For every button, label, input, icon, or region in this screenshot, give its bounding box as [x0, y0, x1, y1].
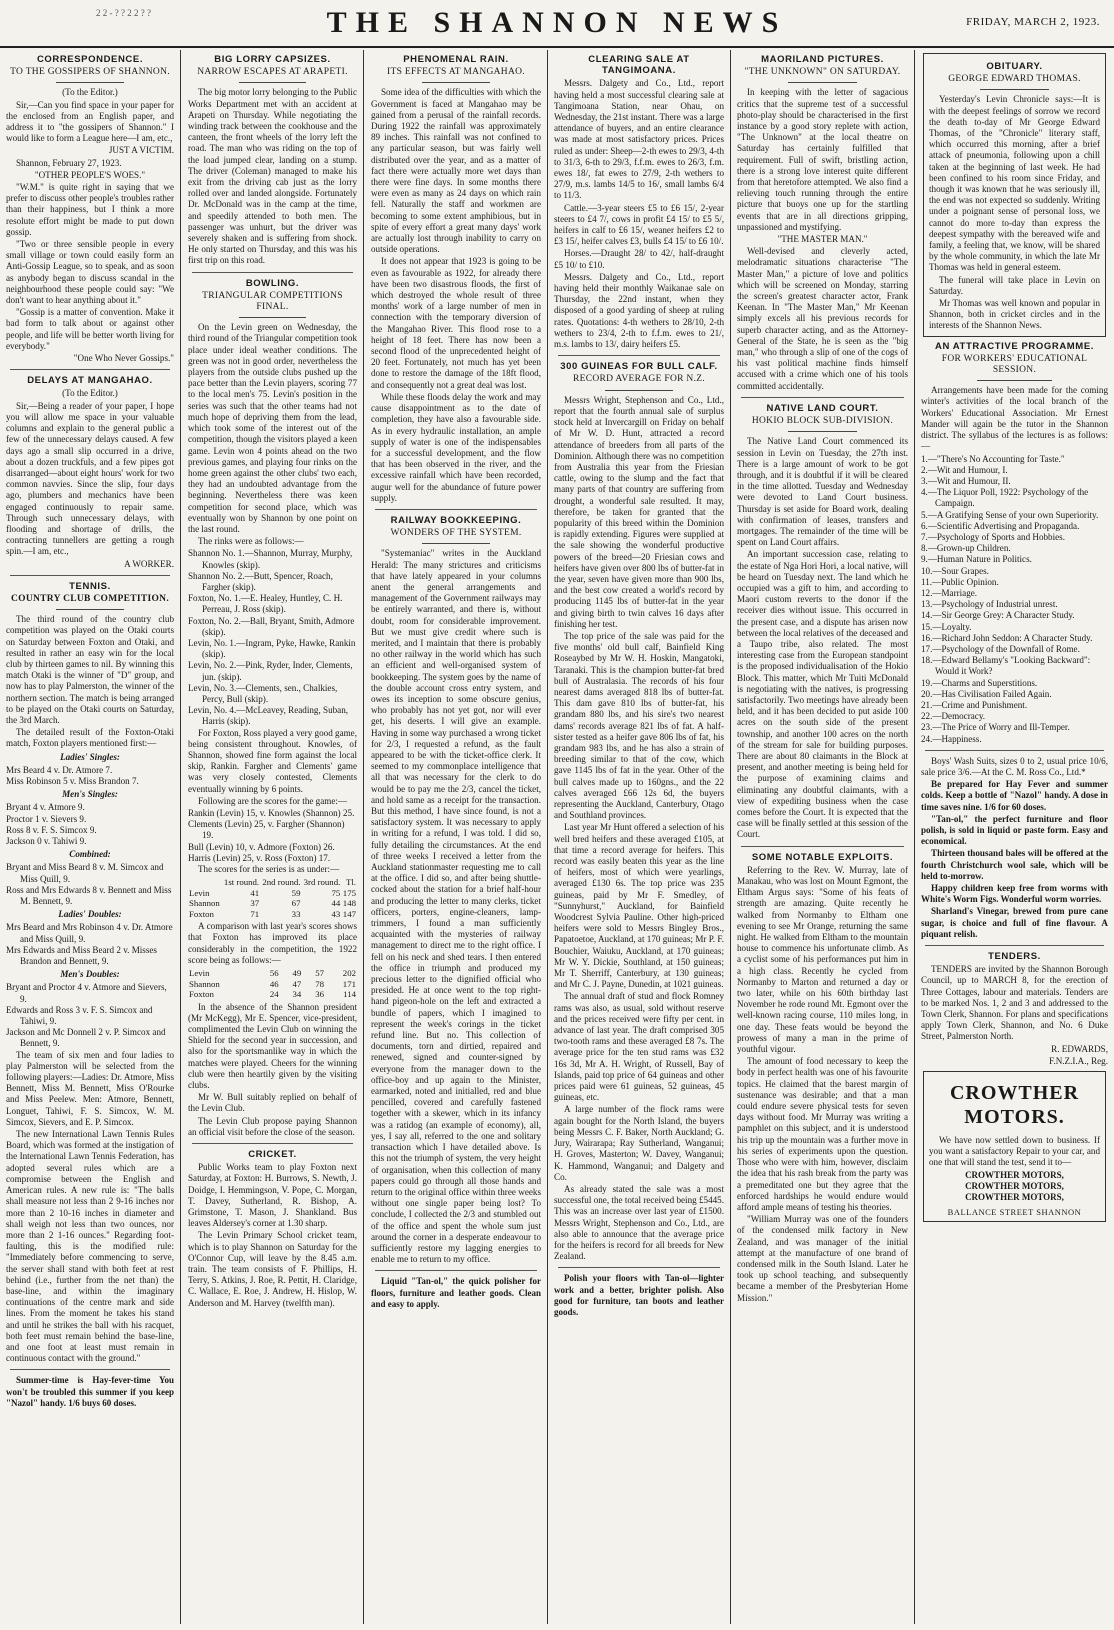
table-cell: 59 [291, 887, 301, 898]
table-cell: 47 [292, 978, 302, 989]
advert-wash-suits: Boys' Wash Suits, sizes 0 to 2, usual price 10/6, sale price 3/6.—At the C. M. Ross Co., Ltd.* [921, 755, 1108, 777]
rink-line: Shannon No. 2.—Butt, Spencer, Roach, Fargher (skip). [188, 570, 333, 592]
column-rule [363, 50, 364, 1624]
issue-date: FRIDAY, MARCH 2, 1923. [966, 16, 1100, 28]
headline: CORRESPONDENCE. [36, 54, 144, 65]
divider [558, 355, 720, 356]
table-cell: 57 [315, 968, 324, 979]
result-line: Mrs Edwards and Miss Beard 2 v. Misses Brandon and Bennett, 9. [6, 944, 157, 967]
list-item: 13.—Psychology of Industrial unrest. [921, 599, 1058, 610]
paragraph: Messrs Wright, Stephenson and Co., Ltd., report that the fourth annual sale of surplus stock held at Invercargill on Friday on behalf of Mr W. D. Hunt, attracted a record attendance of breeders from all parts of the Dominion. Although there was no competition from Australia this year from the Friesian cattle, owing to the slump and the fact that many parts of that country are suffering from drought, a wonderful sale resulted. It may, therefore, be taken for granted that the popularity of this breed within the Dominion is rapidly extending. Figures were supplied at the sale showing the wonderful productive powers of the breed—20 Friesian cows and heifers have given over 800 lbs of butter-fat in the year, seven have given more than 900 lbs, and the best cow created a world's record by producing 1145 lbs of butter-fat in the year and giving birth to twin calves 16 days after finishing her test. [554, 394, 724, 629]
section-label: Men's Doubles: [60, 969, 120, 980]
list-item: 24.—Happiness. [921, 733, 982, 744]
signature: "One Who Never Gossips." [73, 353, 174, 364]
table-header-cell: Tl. [345, 877, 356, 888]
signature: R. EDWARDS, [1051, 1043, 1108, 1054]
paragraph: Some idea of the difficulties with which the Government is faced at Mangahao may be gained from a perusal of the rainfall records. During 1922 the rainfall was approximately 89 inches. This rainfall was not confined to any particular season, but was fairly well distributed over the year, and as a matter of fact there were actually more wet days than there were fine days. In some months there were even as many as 24 days on which rain fell. Naturally the staff and workmen are becoming to some extent amphibious, but in spite of every effort a great many days' work are actually lost through inability to carry on outside operations. [371, 87, 541, 255]
advert-polish: Polish your floors with Tan-ol—lighter work and a better, brighter polish. Also good for furniture, tan boots and leather goods. [554, 1273, 724, 1317]
paragraph: For Foxton, Ross played a very good game, being consistent throughout. Knowles, of Shannon, showed fine form against the local skip, Rankin. Fargher and Clements' game was very closely contested, Clements eventually winning by 6 points. [188, 727, 357, 794]
paragraph: "William Murray was one of the founders of the condensed milk factory in New Zealand, and was manager of the initial attempt at the manufacture of one brand of condensed milk in the South Island. Later he took up school teaching, and subsequently became a member of the Presbyterian Home Mission." [737, 1214, 908, 1303]
table-header-cell [188, 877, 222, 888]
table-cell: 37 [250, 898, 260, 909]
list-item: 10.—Sour Grapes. [921, 565, 989, 576]
list-item: 11.—Public Opinion. [921, 576, 999, 587]
divider [10, 369, 170, 370]
paragraph: The big motor lorry belonging to the Public Works Department met with an accident at Arapeti on Thursday. While negotiating the winding track between the cookhouse and the canteen, the front wheels of the lorry left the road. The man who was riding on the top of the load jumped clear, landing on a stump. The driver (Coleman) managed to make his exit from the driving cab just as the lorry rolled over and landed alongside. Fortunately Dr. McDonald was in the camp at the time, and speedily attended to both men. The passenger was unhurt, but the driver was severely shaken and is suffering from shock. He only started on Thursday, and this was his first trip on this road. [188, 87, 357, 266]
result-line: Mrs Beard 4 v. Dr. Atmore 7. [6, 764, 113, 775]
paragraph: Public Works team to play Foxton next Saturday, at Foxton: H. Burrows, S. Newth, J. Doidge, I. Hemmingson, V. Pope, C. Morgan, T. Davey, Sutherland, R. Bishop, A. Grimstone, T. Mason, J. Shankland. Bus leaves Aldersey's corner at 1.30 sharp. [188, 1162, 357, 1229]
list-item: 17.—Psychology of the Downfall of Rome. [921, 643, 1080, 654]
advert-title: CROWTHER MOTORS. [949, 1082, 1080, 1129]
paragraph: Messrs. Dalgety and Co., Ltd., report having held a most successful clearing sale at Tangimoana Station, near Ohau, on Wednesday, the 21st instant. There was a large attendance of buyers, and an entire clearance was made at most satisfactory prices. Prices ruled as under: Sheep—2-th ewes to 29/3, 4-th to 31/3, 6-th to 29/3, f.f.m. ewes to 26/3, f.m. ewes 18/, fat ewes to 27/9, 2-th wethers to 27/9, m.s. lambs 14/5 to 16/, small lambs 6/4 to 11/3. [554, 78, 724, 201]
table-cell: Levin [189, 968, 210, 979]
obituary-box [923, 53, 1106, 337]
paragraph: A large number of the flock rams were again bought for the North Island, the buyers being Messrs C. F. Baker, North Auckland; G. Jury, Wairarapa; Ray Sutherland, Wanganui; H. Groves, Masterton; W. Davey, Wanganui; K. Hammond, Wanganui; and Dalgety and Co. [554, 1104, 724, 1182]
paragraph: It does not appear that 1923 is going to be even as favourable as 1922, for already there have been two disastrous floods, the first of which destroyed the whole result of three months' work of a large number of men in connection with the temporary diversion of the Mangahao River. This flood rose to a height of 18 feet. There has now been a second flood of the unprecedented height of 20 feet. Fortunately, not much has yet been done to restore the damage of the 18ft flood, and consequently not a great deal was lost. [371, 256, 541, 390]
article-land-court [737, 403, 908, 841]
divider [192, 1143, 353, 1144]
paragraph: The new International Lawn Tennis Rules Board, which was formed at the instigation of the International Lawn Tennis Federation, has adopted several rules which are a compromise between the English and American rules. A new rule is: "The balls shall measure not less than 2 9-16 inches nor more than 2 10-16 inches in diameter and shall weigh not less than two ounces, nor more than 2 1-16 ounces." Regarding foot-faulting, this is the modified rule: "Immediately before commencing to serve, the server shall stand with both feet at rest behind (i.e., further from the net than) the base-line, and within the imaginary continuations of the centre mark and side lines. From the moment he takes his stand and until he strikes the ball with his racquet, both feet must remain behind the base-line, and one foot at least must remain in continuous contact with the ground." [6, 1129, 174, 1364]
table-cell: 71 [250, 908, 260, 919]
paragraph: The third round of the country club competition was played on the Otaki courts on Saturday between Foxton and Otaki, and resulted in rather an easy win for the local club by thirteen games to nil. By winning this match Otaki is the winner of "D" group, and now has to play Palmerston, the winner of the northern section. The match is being arranged to be played on the Otaki courts on Saturday, the 3rd March. [6, 614, 174, 725]
table-row [188, 888, 357, 899]
rink-line: Foxton, No. 1.—E. Healey, Huntley, C. H. Perreau, J. Ross (skip). [188, 593, 343, 615]
table-cell: Foxton [189, 908, 214, 919]
crowther-motors-advert [923, 1071, 1106, 1222]
paragraph: (To the Editor.) [62, 87, 118, 98]
paragraph: The detailed result of the Foxton-Otaki match, Foxton players mentioned first:— [6, 727, 174, 749]
paragraph: The team of six men and four ladies to play Palmerston will be selected from the following players:—Ladies: Dr. Atmore, Miss Bennett, Miss M. Bennett, Miss O'Rourke and Miss Peelew. Men: Atmore, Bennett, Longuet, Tahiwi, F. S. Simcox, W. M. Simcox, Sievers, and E. P. Simcox. [6, 1049, 174, 1127]
divider [192, 272, 353, 273]
paragraph: Messrs. Dalgety and Co., Ltd., report having held their monthly Waikanae sale on Thursday, the 22nd instant, when they disposed of a good yarding of sheep at ruling rates. Quotations: 4-th wethers to 28/10, 2-th wethers to 23/4, 2-th to f.f.m. ewes to 21/, m.s. lambs to 13/, dairy heifers £5. [554, 271, 724, 350]
column-3 [371, 50, 541, 1624]
advert-signature: CROWTHER MOTORS, [965, 1180, 1064, 1191]
divider [375, 509, 537, 510]
result-line: Ross and Mrs Edwards 8 v. Bennett and Miss M. Bennett, 9. [6, 884, 172, 907]
rink-line: Levin, No. 3.—Clements, sen., Chalkies, Percy, Bull (skip). [188, 682, 338, 704]
advert-wool-sale: Thirteen thousand bales will be offered at the fourth Christchurch wool sale, which will be held to-morrow. [921, 848, 1108, 881]
table-cell: 44 [331, 898, 341, 909]
rink-line: Levin, No. 4.—McLeavey, Reading, Suban, Harris (skip). [188, 705, 349, 727]
column-2 [188, 50, 357, 1624]
list-item: 5.—A Gratifying Sense of your own Superiority. [921, 509, 1099, 520]
section-label: Combined: [69, 849, 111, 860]
paragraph: "Two or three sensible people in every small village or town could easily form an Anti-Gossip League, so to speak, and as soon as anybody began to discuss scandal in the neighbourhood these people could say: "We don't want to hear anything about it." [6, 239, 174, 306]
paragraph: Mr W. Bull suitably replied on behalf of the Levin Club. [188, 1092, 357, 1114]
result-line: Ross 8 v. F. S. Simcox 9. [6, 824, 97, 835]
paragraph: Last year Mr Hunt offered a selection of his well bred heifers and these averaged £105, at that time a record average for heifers. This record was easily beaten this year as the line of heifers, most of which were yearlings, averaged £130 6s. The top price was 235 guineas, paid by Mr F. Smedley, of "Sunnyhurst," Auckland, for Bainfield Woodcrest Sylvia Pauline. Other high-priced heifers were sold to Messrs Bingley Bros., Papatoetoe, Auckland, at 170 guineas; Mr P. F. Bouchier, Waiuku, Auckland, at 170 guineas; Mr W. Y. Dickie, Southland, at 150 guineas; Mr T. Sherriff, Canterbury, at 130 guineas; and Mr C. J. Payne, Dunedin, at 1021 guineas. [554, 822, 724, 990]
article-cricket [188, 1149, 357, 1309]
table-cell: Shannon [189, 898, 220, 909]
divider [925, 750, 1104, 751]
paragraph: The annual draft of stud and flock Romney rams was also, as usual, sold without reserve and the prices received were fifty per cent. in advance of last year. The draft comprised 305 two-tooth rams and these averaged £8 7s. The average price for the ten stud rams was £32 16s 3d, Mr A. H. Wright, of Russell, Bay of Islands, paid top price of 64 guineas and other prices paid were 61 guineas, 52 guineas, 45 guineas, etc. [554, 991, 724, 1103]
headline: 300 GUINEAS FOR BULL CALF. [560, 361, 718, 373]
table-cell: 24 [269, 989, 279, 1000]
paragraph: In the absence of the Shannon president (Mr McKegg), Mr E. Spencer, vice-president, complimented the Levin Club on winning the Shield for the second year in succession, and also for the sportsmanlike way in which the matches were played. Cheers for the winning club were then heartily given by the visiting clubs. [188, 1001, 357, 1090]
headline: CLEARING SALE AT TANGIMOANA. [588, 54, 690, 77]
table-cell: 171 [342, 978, 356, 989]
column-6 [921, 50, 1108, 1624]
table-cell: 56 [269, 968, 279, 979]
table-row [188, 968, 357, 979]
table-cell: Foxton [189, 989, 214, 1000]
list-item: 4.—The Liquor Poll, 1922: Psychology of the Campaign. [921, 487, 1089, 509]
rink-line: Shannon No. 1.—Shannon, Murray, Murphy, Knowles (skip). [188, 548, 353, 570]
score-line: Harris (Levin) 25, v. Ross (Foxton) 17. [188, 852, 331, 863]
paragraph: The top price of the sale was paid for the five months' old bull calf, Bainfield King Roseaybed by Mr W. H. Hoskin, Mangatoki, Taranaki. This is the champion butter-fat bred bull of Australasia. The records of his four nearest dams averaged 818 lbs of butter-fat. This dam gave 810 lbs of butter-fat, his grandam 880 lbs, and his sire's two nearest dams' records average 821 lbs of fat. A half-sister tested as a heifer gave 806 lbs of fat, his grandam 983 lbs, and he has also a strain of breeding similar to that of the cow, which gave 1145 lbs of fat in the year. Other of the bull calves made up to 160gns., and the 22 calves averaged £66 12s 6d, the buyers representing the Auckland, Canterbury, Otago and Southland provinces. [554, 630, 724, 821]
list-item: 19.—Charms and Superstitions. [921, 677, 1038, 688]
previous-year-score-table [188, 968, 357, 1000]
section-label: Ladies' Singles: [60, 751, 120, 762]
list-item: 12.—Marriage. [921, 587, 978, 598]
divider [375, 1270, 537, 1271]
table-cell: 67 [291, 898, 301, 909]
headline: OBITUARY. [986, 61, 1043, 72]
table-header-row [188, 877, 357, 888]
table-cell: 36 [315, 989, 324, 1000]
table-cell: 148 [342, 898, 356, 909]
table-header-cell: 1st round. [223, 877, 260, 888]
score-line: Bull (Levin) 10, v. Admore (Foxton) 26. [188, 841, 335, 852]
subheading: ITS EFFECTS AT MANGAHAO. [371, 67, 541, 83]
column-rule [730, 50, 731, 1624]
rink-line: Levin, No. 2.—Pink, Ryder, Inder, Clements, jun. (skip). [188, 660, 353, 682]
score-line: Rankin (Levin) 15, v. Knowles (Shannon) 25. [188, 808, 355, 818]
table-cell: Shannon [189, 978, 220, 989]
paragraph: In keeping with the letter of sagacious critics that the supreme test of a successful photo-play should be characterised in the first instance by a good story replete with action, "The Unknown" at the local theatre on Saturday has certainly fulfilled that requirement. Full of swift, bristling action, there is a strong love interest quite different from that heretofore attempted. We also find a relieving touch running through the entire picture that buoys one up for the startling events that are in all directions gripping, unpassioned and mystifying. [737, 87, 908, 232]
paragraph: "THE MASTER MAN." [777, 234, 868, 245]
article-pictures [737, 54, 908, 392]
result-line: Bryant 4 v. Atmore 9. [6, 802, 85, 813]
headline: NATIVE LAND COURT. [766, 402, 879, 414]
article-tennis [6, 581, 174, 1365]
paragraph: On the Levin green on Wednesday, the third round of the Triangular competition took place under ideal weather conditions. The green was not in good order, nevertheless the players from the outside clubs pushed up the pace better than the Levin players, scoring 77 to the local men's 75. Levin's position in the series was such that the other teams had not much hope of depriving them from the lead, which took some of the interest out of the competition, though the visitors played a keen game. Levin won 4 points ahead on the two previous games, and playing four rinks on the home green against the other clubs' two each, they had an undoubted advantage from the beginning. Nevertheless there was keen competition for second place, which was eventually won by Shannon by one point on the last round. [188, 322, 357, 534]
table-cell: 41 [250, 887, 260, 898]
table-cell: 202 [342, 968, 356, 979]
list-item: 1.—"There's No Accounting for Taste." [921, 453, 1065, 464]
column-rule [914, 50, 915, 1624]
advert-signature: CROWTHER MOTORS, [965, 1192, 1064, 1203]
table-header-cell: 3rd round. [303, 877, 341, 888]
headline: RAILWAY BOOKKEEPING. [390, 514, 522, 526]
list-item: 9.—Human Nature in Politics. [921, 554, 1032, 565]
result-line: Proctor 1 v. Sievers 9. [6, 813, 87, 824]
paragraph: Arrangements have been made for the coming winter's activities of the local branch of the Workers' Educational Association. Mr Ernest Mander will again be the tutor in the Shannon district. The syllabus of the lectures is as follows:— [921, 385, 1108, 452]
headline: TENDERS. [988, 951, 1041, 963]
paragraph: "W.M." is quite right in saying that we prefer to discuss other people's troubles rather than their happiness, but I think a more resolute effort might be made to put down gossip. [6, 182, 174, 237]
subheading: NARROW ESCAPES AT ARAPETI. [188, 67, 357, 83]
paragraph: "Systemaniac" writes in the Auckland Herald: The many strictures and criticisms that have lately appeared in your columns anent the general arrangements and management of the Government railways may be entirely warranted, and there is, without doubt, room for considerable improvement. But we must give credit where such is merited, and I maintain that there is probably no other railway in the world which has such an efficient and well-organised system of bookkeeping. The system goes by the name of the double account cross entry system, and owes its inception to some obscure genius, who probably has not yet got, nor will ever get, his deserts. I will give an example. Having in some way purchased a wrong ticket for 2/3, I requested a refund, as the fault appeared to be with the ticket-office clerk. It seemed to my commonplace intelligence that all that was necessary for the clerk to do would be to pay me the 2/3, cancel the ticket, and hold same as a receipt for the transaction. But this method, I have since found, is not a satisfactory system. It was necessary to apply in writing for a refund, I was told. I did so, fully detailing the circumstances. At the end of three weeks I received a letter from the Auckland stationmaster requesting me to call at the office. I did so, and after being shuttle-cocked about the station for a brief half-hour and producing the letter to many clerks, ticket officers, porters, engine-cleaners, lamp-trimmers, I found a man sufficiently acquainted with the mysteries of railway management to direct me to the right office. I fell on his neck and shed tears. I then entered the office in triumph and produced my precious letter to the dignified official who presided. He at once went to the top right-hand pigeon-hole on the left and extracted a bundle of papers, which I imagined to represent the week's corings in the ticket refund line. But no. This collection of documents, torn and dirtied, repaired and renewed, signed and counter-signed by everyone from the manager down to the office-boy and up again to the Minister, earmarked, noted and initialled, red and blue pencilled, covered and carefully fastened together with a skewer, which in its infancy was a ratidog (an example of economy), all, yes, I say all, referred to the one and solitary transaction which I have detailed above. Is this not the triumph of system, the very height of organisation, when this collection of many papers could go through all those hands and return to the original office within three weeks without one single paper being lost? To conclude, I collected the 2/3 and stumbled out of the office and spent the whole sum just around the corner in a desperate endeavour to sufficiently restore my lagging energies to enable me to return to my office. [371, 548, 541, 1265]
rink-line: Foxton, No. 2.—Ball, Bryant, Smith, Admore (skip). [188, 615, 355, 637]
list-item: 20.—Has Civilisation Failed Again. [921, 688, 1052, 699]
dateline: Shannon, February 27, 1923. [16, 157, 122, 168]
table-cell: 43 [331, 908, 341, 919]
subheading: COUNTRY CLUB COMPETITION. [6, 594, 174, 610]
headline: CRICKET. [248, 1148, 297, 1160]
headline: BOWLING. [245, 277, 300, 289]
divider [741, 397, 904, 398]
score-line: Clements (Levin) 25, v. Fargher (Shannon) 19. [188, 819, 345, 841]
table-row [188, 898, 357, 909]
headline: MAORILAND PICTURES. [761, 54, 884, 65]
masthead [0, 0, 1114, 48]
list-item: 3.—Wit and Humour, II. [921, 475, 1011, 486]
paragraph: As already stated the sale was a most successful one, the total received being £5445. This was an increase over last year of £1500. Messrs Wright, Stephenson and Co., Ltd., are also able to announce that the average price for the heifers is record for all breeds for New Zealand. [554, 1183, 724, 1262]
paragraph: Horses.—Draught 28/ to 42/, half-draught £5 10/ to £10. [554, 248, 724, 270]
article-tenders [921, 951, 1108, 1067]
divider [925, 945, 1104, 946]
advert-tanol-polish: "Tan-ol," the perfect furniture and floor polish, is sold in liquid or paste form. Easy and economical. [921, 813, 1108, 847]
table-row [188, 979, 357, 990]
list-item: 14.—Sir George Grey: A Character Study. [921, 610, 1075, 621]
table-cell: 175 [342, 887, 356, 898]
advert-nazol: Summer-time is Hay-fever-time You won't be troubled this summer if you keep "Nazol" handy. 1/6 buys 60 doses. [6, 1375, 174, 1408]
table-row [188, 909, 357, 920]
list-item: 23.—The Price of Worry and Ill-Temper. [921, 722, 1070, 733]
advert-address: BALLANCE STREET SHANNON [947, 1207, 1082, 1218]
article-bull-calf [554, 361, 724, 1262]
newspaper-title: THE SHANNON NEWS [326, 6, 788, 39]
list-item: 16.—Richard John Seddon: A Character Study. [921, 632, 1093, 643]
headline: AN ATTRACTIVE PROGRAMME. [934, 340, 1094, 352]
column-5 [737, 50, 908, 1624]
table-header-cell: 2nd round. [262, 877, 301, 888]
table-cell: 147 [342, 908, 356, 919]
signature: JUST A VICTIM. [108, 145, 174, 156]
subheading: GEORGE EDWARD THOMAS. [929, 74, 1100, 90]
table-cell: 75 [331, 887, 341, 898]
table-cell: 46 [269, 978, 279, 989]
headline: BIG LORRY CAPSIZES. [214, 54, 331, 65]
list-item: 8.—Grown-up Children. [921, 543, 1011, 554]
advert-vinegar: Sharland's Vinegar, brewed from pure cane sugar, is choice and full of fine flavour. A piquant relish. [921, 906, 1108, 939]
advert-tanol: Liquid "Tan-ol," the quick polisher for floors, furniture and leather goods. Clean and easy to apply. [371, 1276, 541, 1309]
divider [10, 1369, 170, 1370]
column-4 [554, 50, 724, 1624]
table-cell: 49 [292, 968, 302, 979]
subheading: RECORD AVERAGE FOR N.Z. [554, 374, 724, 390]
paragraph: TENDERS are invited by the Shannon Borough Council, up to MARCH 8, for the erection of Three Cottages, labour and materials. Tenders are to be marked Nos. 1, 2 and 3 and addressed to the Town Clerk, Shannon. For plans and specifications apply Town Clerk, Shannon, and No. 6 Duke Street, Palmerston North. [921, 964, 1108, 1042]
result-line: Miss Robinson 5 v. Miss Brandon 7. [6, 775, 139, 786]
result-line: Bryant and Proctor 4 v. Atmore and Sievers, 9. [6, 982, 167, 1004]
result-line: Bryant and Miss Beard 8 v. M. Simcox and Miss Quill, 9. [6, 862, 164, 884]
list-item: 6.—Scientific Advertising and Propaganda. [921, 520, 1080, 531]
headline: TENNIS. [69, 580, 111, 592]
paragraph: We have now settled down to business. If you want a satisfactory Repair to your car, and one that will stand the test, send it to— [929, 1135, 1100, 1168]
subheading: WONDERS OF THE SYSTEM. [371, 528, 541, 544]
headline: DELAYS AT MANGAHAO. [27, 375, 153, 387]
list-item: 15.—Loyalty. [921, 621, 972, 632]
paragraph: "Gossip is a matter of convention. Make it bad form to talk about or against other people, and life will be better worth living for everybody." [6, 307, 174, 351]
divider [10, 575, 170, 576]
list-item: 21.—Crime and Punishment. [921, 699, 1028, 710]
paragraph: The Levin Club propose paying Shannon an official visit before the close of the season. [188, 1115, 357, 1137]
paragraph: The scores for the series is as under:— [198, 864, 340, 875]
result-line: Jackson and Mc Donnell 2 v. P. Simcox and Bennett, 9. [6, 1027, 166, 1049]
table-cell: 114 [343, 989, 356, 1000]
paragraph: Referring to the Rev. W. Murray, late of Manakau, who was lost on Mount Egmont, the Eltham Argus says: "Some of his feats of strength are amazing. Quite recently he walked from Normanby to Eltham one evening to see Mr Orange, returning the same night. He walked from Eltham to the mountain house to commence his unfortunate climb. As a cyclist some of his performances put him in a high class. Recently he cycled from Normanby to Marton and returned a day or two later, while on his 60th birthday last November he rode round Mt. Egmont over the well-known racing course, 110 miles long, in one day. These feats would be beyond the prowess of many a man in the prime of youthful vigour. [737, 864, 908, 1055]
paragraph: An important succession case, relating to the estate of Nga Hori Hori, a local native, will be heard on Tuesday next. The land which he occupied was a gift to him, and according to Maori custom reverts to the donor if the receiver dies without issue. This occurred in the present case, and a dispute has arisen now between the local relatives of the deceased and a Taupo tribe, also related. The most interesting case from the European standpoint is the proposed individualisation of the Hokio Block. This matter, which Mr Tuiti McDonald is negotiating with the natives, is progressing satisfactorily. Two meetings have already been held, and it has been decided to put aside 100 acres on the south side of the present township, and another 100 acres on the north of the stream for sale for building purposes. There are about 80 claimants in the Block at present, and another meeting is being held for the purpose of examining claims and eliminating any doubtful claimants, with a view of expediting business when the case comes before the Court. It is expected that the case will be finally settled at this session of the Court. [737, 549, 908, 840]
signature: A WORKER. [124, 558, 174, 569]
article-programme [921, 341, 1108, 745]
subheading: FOR WORKERS' EDUCATIONAL SESSION. [921, 354, 1108, 381]
paragraph: "OTHER PEOPLE'S WOES." [34, 169, 146, 180]
column-rule [180, 50, 181, 1624]
signature: F.N.Z.I.A., Reg. [1049, 1055, 1108, 1066]
series-score-table [188, 877, 357, 919]
section-label: Men's Singles: [62, 789, 118, 800]
paragraph: Sir,—Being a reader of your paper, I hope you will allow me space in your valuable columns and explain to the general public a few of the unnecessary delays caused. A few days ago a small slip occurred in a drive, about a dozen truckfuls, and a few pipes got disarranged—about eight hours' work for two common navvies. Since the slip, four days ago, plumbers and mechanics have been engaged continuously to repair same. Through such unnecessary delays, with flooding and shortage of drills, the contracting tunnellers are getting a rough spin.—I am, etc., [6, 400, 174, 557]
table-row [188, 989, 357, 1000]
article-bowling [188, 278, 357, 1138]
article-clearing-sale [554, 54, 724, 350]
article-railway [371, 515, 541, 1265]
paragraph: Yesterday's Levin Chronicle says:—It is with the deepest feelings of sorrow we record the death to-day of Mr George Edward Thomas, of the "Chronicle" literary staff, which occurred this morning, after a brief attack of pneumonia, following upon a chill taken at the beginning of last week. He had been confined to his room since Friday, and though it was known that he was seriously ill, the end was not expected so suddenly. Writing under a poignant sense of personal loss, we cannot do more to-day than express the deepest sympathy with the bereaved wife and family, a feeling that, we know, will be shared by the whole community, in which the late Mr Thomas was held in general esteem. [929, 94, 1100, 273]
result-line: Jackson 0 v. Tahiwi 9. [6, 836, 87, 846]
paragraph: The amount of food necessary to keep the body in perfect health was one of his favourite topics. He claimed that the barest margin of sustenance was desirable; and that a man could endure severe physical tests for seven days without food. Mr Murray was writing a pamphlet on this subject, and it is understood his trip up the mountain was a further move in his series of experiments upon the question. Those who were with him, however, disclaim the idea that his rash break from the party was a premeditated one but they agree that the enforced hardships he would endure would afford ample means of testing his theories. [737, 1056, 908, 1212]
advert-worm-figs: Happy children keep free from worms with White's Worm Figs. Wonderful worm worries. [921, 883, 1108, 905]
advert-hay-fever: Be prepared for Hay Fever and summer colds. Keep a bottle of "Nazol" handy. A dose in time saves nine. 1/6 for 60 doses. [921, 779, 1108, 812]
table-cell: 34 [292, 989, 302, 1000]
result-line: Edwards and Ross 3 v. F. S. Simcox and Tahiwi, 9. [6, 1004, 153, 1027]
paragraph: Following are the scores for the game:— [198, 795, 347, 806]
paragraph: The Native Land Court commenced its session in Levin on Tuesday, the 27th inst. There is a large amount of work to be got through, and it is doubtful if it will be cleared in the time allotted. Tuesday and Wednesday were devoted to Land Court business. Thursday is set aside for Board work, dealing with confirmation of leases, transfers and mortgages. The remainder of the time will be spent on Land Court affairs. [737, 436, 908, 548]
article-delays [6, 375, 174, 569]
divider [741, 846, 904, 847]
divider [558, 1267, 720, 1268]
result-line: Mrs Beard and Mrs Robinson 4 v. Dr. Atmore and Miss Quill, 9. [6, 922, 173, 944]
paragraph: The rinks were as follows:— [198, 536, 304, 547]
headline: SOME NOTABLE EXPLOITS. [751, 851, 894, 863]
section-label: Ladies' Doubles: [58, 909, 122, 920]
paragraph: Well-devised and cleverly acted, melodramatic situations characterise "The Master Man," a picture of love and politics which will be screened on Monday, starring the screen's greatest character actor, Frank Keenan. In "The Master Man," Mr Keenan simply excels all his previous records for superb character acting, and as the Attorney-General of the State, he is seen as the "big man," who through a slip of one of the cogs of his vast political machine finds himself accused with a crime which one of his tools committed accidentally. [737, 246, 908, 391]
article-exploits [737, 852, 908, 1304]
list-item: 18.—Edward Bellamy's "Looking Backward": Would it Work? [921, 655, 1091, 677]
article-rain [371, 54, 541, 504]
paragraph: Sir,—Can you find space in your paper for the enclosed from an English paper, and address it to "the gossipers of Shannon." I would like to form a League here—I am, etc., [6, 99, 174, 144]
column-rule [547, 50, 548, 1624]
list-item: 2.—Wit and Humour, I. [921, 464, 1008, 475]
table-cell: 78 [315, 978, 324, 989]
paragraph: Mr Thomas was well known and popular in Shannon, both in cricket circles and in the interests of the Shannon News. [929, 298, 1100, 331]
rink-line: Levin, No. 1.—Ingram, Pyke, Hawke, Rankin (skip). [188, 637, 356, 660]
paragraph: The funeral will take place in Levin on Saturday. [929, 274, 1100, 296]
subheading: "THE UNKNOWN" ON SATURDAY. [737, 67, 908, 83]
article-lorry [188, 54, 357, 267]
headline: PHENOMENAL RAIN. [403, 54, 509, 65]
article-correspondence [6, 54, 174, 364]
paragraph: While these floods delay the work and may cause disappointment as to the date of completion, they have also a favourable side. As in every hydraulic installation, an ample supply of water is one of the indispensables for a successful development, and the flow that has been observed in the river, and the excessive rainfall which have been recorded, augur well for the abundance of future power supply. [371, 391, 541, 503]
paragraph: A comparison with last year's scores shows that Foxton has improved its place considerably in the competition, the 1922 score being as follows:— [188, 921, 357, 965]
list-item: 7.—Psychology of Sports and Hobbies. [921, 531, 1065, 542]
paragraph: Cattle.—3-year steers £5 to £6 15/, 2-year steers to £4 7/, cows in profit £4 15/ to £5 5/, heifers in calf to £6 15/, weaner heifers £2 to £3 15/, heifer calves £3, bulls £4 15/ to £6 10/. [554, 202, 724, 247]
subheading: TO THE GOSSIPERS OF SHANNON. [6, 67, 174, 83]
column-1 [6, 50, 174, 1624]
subheading: HOKIO BLOCK SUB-DIVISION. [737, 416, 908, 432]
paragraph: The Levin Primary School cricket team, which is to play Shannon on Saturday for the O'Connor Cup, will leave by the 8.45 a.m. train. The team consists of F. Phillips, H. Terry, S. Atkins, J. Roe, R. Pettit, H. Claridge, C. Wallace, E. Roe, J. Andrew, H. Hislop, W. Anderson and M. Harvey (twelfth man). [188, 1230, 357, 1308]
subheading: TRIANGULAR COMPETITIONS FINAL. [188, 291, 357, 318]
table-cell: 33 [291, 908, 301, 919]
paragraph: (To the Editor.) [62, 388, 118, 399]
masthead-mark: 2 2 - ? ? 2 2 ? ? [96, 8, 151, 18]
table-cell: Levin [189, 887, 210, 898]
list-item: 22.—Democracy. [921, 711, 986, 722]
advert-signature: CROWTHER MOTORS, [965, 1169, 1064, 1180]
